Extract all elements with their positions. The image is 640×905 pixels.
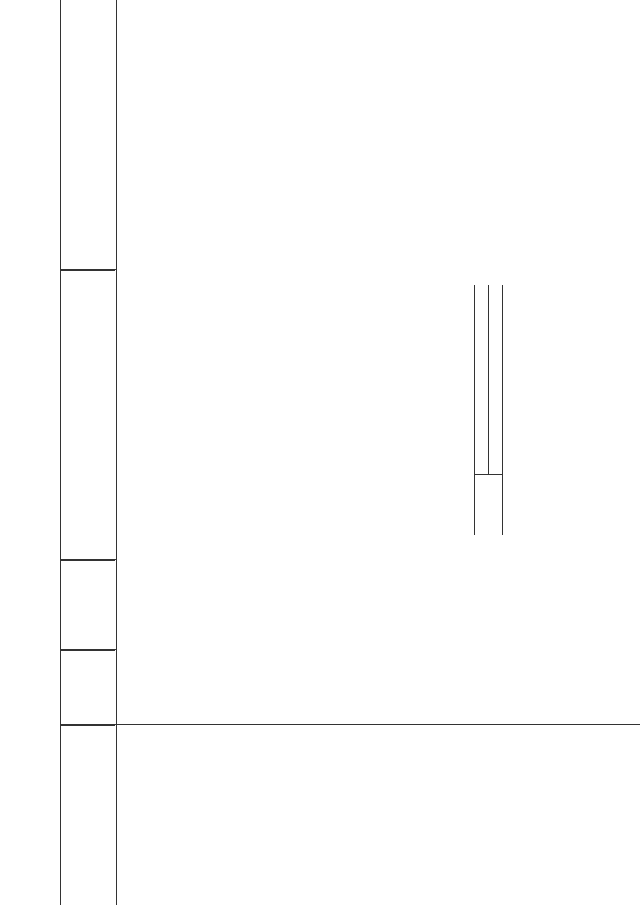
header-doc-type [60, 650, 115, 725]
funding-table [474, 285, 514, 535]
header-executor [60, 270, 115, 560]
funding-col-div [474, 474, 502, 475]
header-link [60, 0, 115, 270]
funding-border-top [474, 285, 475, 535]
funding-border-mid [488, 285, 489, 475]
header-deadline [60, 560, 115, 650]
header-measure [60, 725, 115, 905]
header-bottom-border [116, 0, 117, 905]
funding-border-bottom [502, 285, 503, 535]
col-divider-1 [60, 724, 640, 725]
